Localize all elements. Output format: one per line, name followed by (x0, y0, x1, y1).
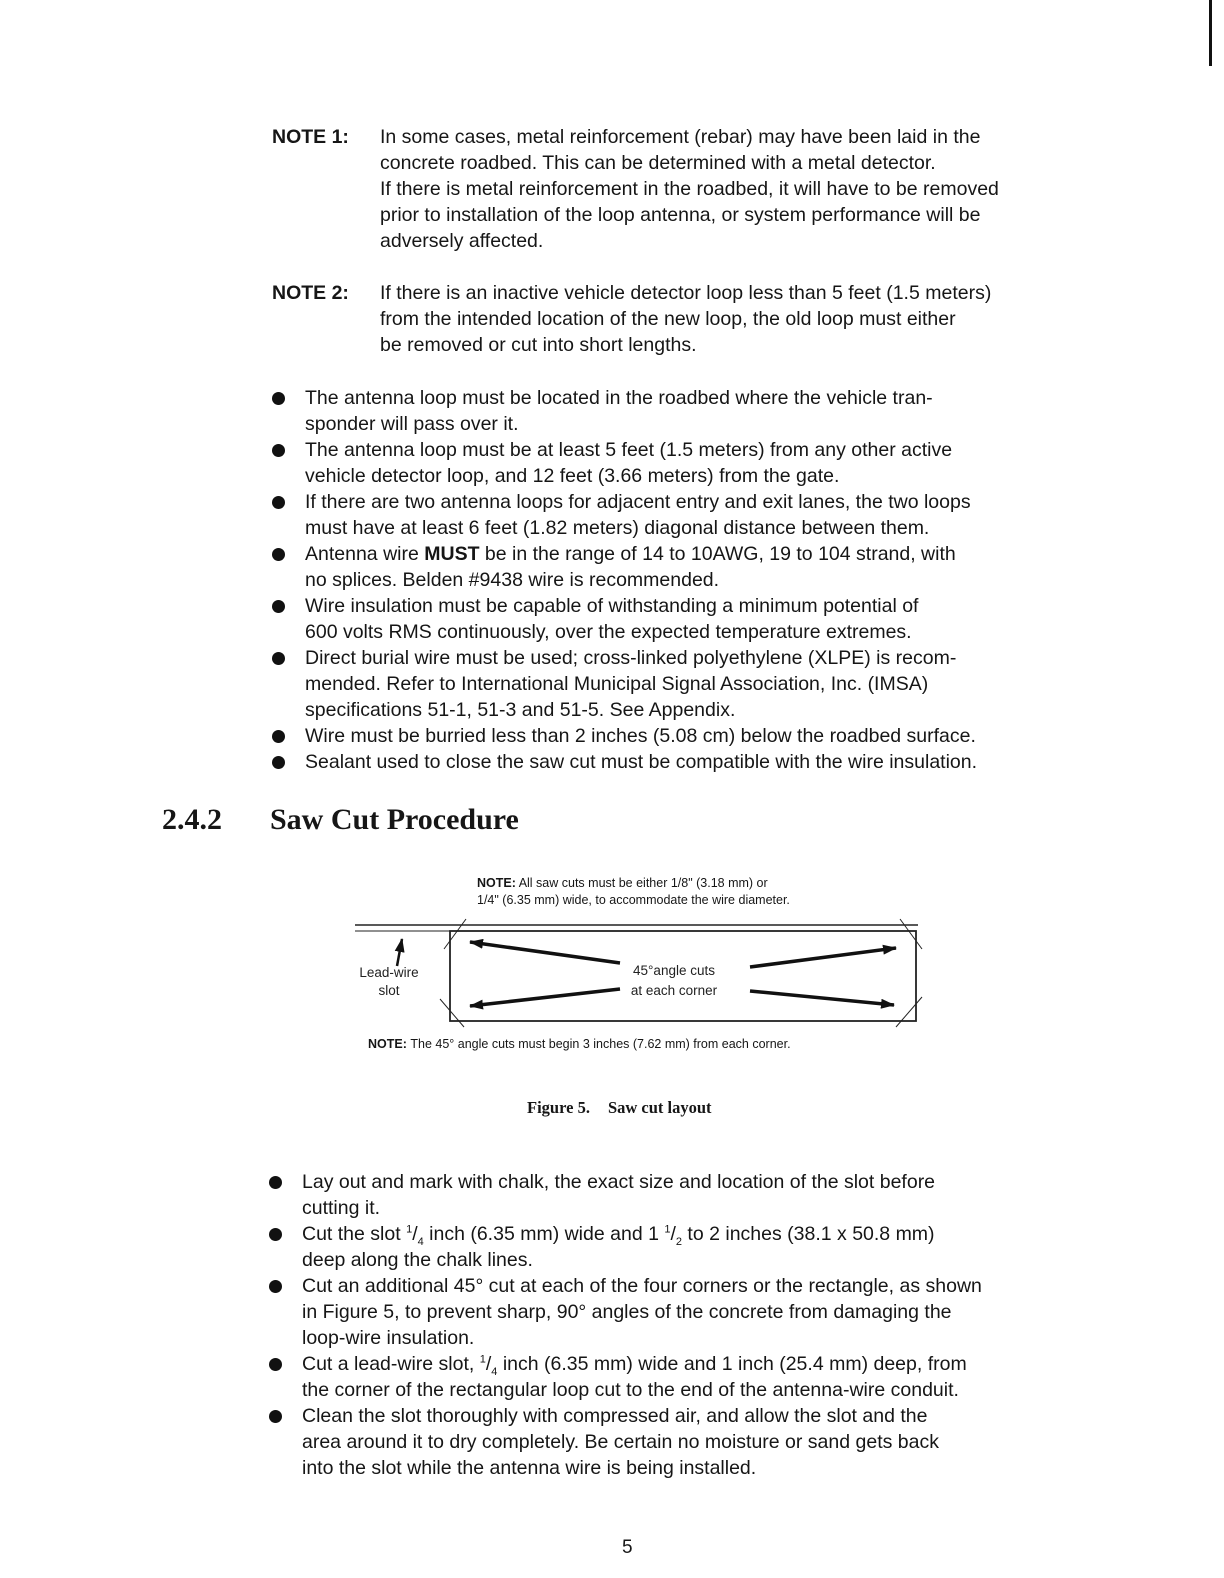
list-item (271, 489, 977, 541)
list-item-line: cutting it. (302, 1197, 381, 1219)
list-item-line: Wire must be burried less than 2 inches (5.08 cm) below the roadbed surface. (305, 725, 976, 747)
fraction-denominator: 4 (491, 1365, 498, 1378)
bullet-icon (272, 444, 285, 457)
list-item-line: The antenna loop must be at least 5 feet (1.5 meters) from any other active (305, 439, 953, 461)
list-item (268, 1351, 982, 1403)
list-item (271, 541, 977, 593)
note-2-line: be removed or cut into short lengths. (380, 334, 697, 356)
fraction-denominator: 4 (417, 1235, 424, 1248)
list-item-text: Cut a lead-wire slot, (302, 1353, 480, 1375)
list-item-line: deep along the chalk lines. (302, 1249, 533, 1271)
emphasis-text: MUST (424, 543, 480, 565)
list-item-line: into the slot while the antenna wire is being installed. (302, 1457, 757, 1479)
list-item-line: The antenna loop must be located in the roadbed where the vehicle tran- (305, 387, 933, 409)
list-item-line: specifications 51-1, 51-3 and 51-5. See Appendix. (305, 699, 736, 721)
note-2 (272, 280, 1072, 358)
bullet-icon (272, 392, 285, 405)
fraction-denominator: 2 (675, 1235, 683, 1248)
bullet-icon (272, 756, 285, 769)
figure-note-top-label: NOTE: (477, 876, 516, 890)
list-item-line: loop-wire insulation. (302, 1327, 475, 1349)
bullet-icon (269, 1358, 282, 1371)
list-item (271, 593, 977, 645)
list-item-line: sponder will pass over it. (305, 413, 519, 435)
angle-cuts-label: 45°angle cuts (633, 963, 715, 978)
list-item-line: Cut an additional 45° cut at each of the four corners or the rectangle, as shown (302, 1275, 982, 1297)
bullet-icon (272, 600, 285, 613)
fraction-numerator: 1 (479, 1353, 486, 1366)
corner-cut-bottom-left (440, 999, 464, 1027)
scan-edge-mark (1209, 0, 1212, 66)
note-1-line: adversely affected. (380, 230, 544, 252)
figure-note-top-line: 1/4" (6.35 mm) wide, to accommodate the wire diameter. (477, 893, 790, 907)
list-item-line: Direct burial wire must be used; cross-linked polyethylene (XLPE) is recom- (305, 647, 957, 669)
list-item-text: Antenna wire (305, 543, 425, 565)
lead-wire-label: slot (378, 983, 400, 998)
list-item (271, 385, 977, 437)
list-item-line: vehicle detector loop, and 12 feet (3.66 meters) from the gate. (305, 465, 840, 487)
bullet-icon (269, 1280, 282, 1293)
saw-cut-diagram (340, 915, 940, 1030)
note-1 (272, 124, 1072, 254)
list-item-text: inch (6.35 mm) wide and 1 inch (25.4 mm) deep, from (497, 1353, 967, 1375)
fraction-numerator: 1 (664, 1223, 671, 1236)
note-2-line: from the intended location of the new loop, the old loop must either (380, 308, 956, 330)
list-item-text: Cut the slot (302, 1223, 407, 1245)
note-1-line: In some cases, metal reinforcement (rebar) may have been laid in the (380, 126, 981, 148)
note-1-line: prior to installation of the loop antenna, or system performance will be (380, 204, 981, 226)
list-item (271, 645, 977, 723)
bullet-icon (272, 730, 285, 743)
list-item-line: Cut the slot $^1/_4$ inch (6.35 mm) wide and 1 $^1/_2$ to 2 inches (38.1 x 50.8 mm) (302, 1223, 935, 1248)
note-1-line: If there is metal reinforcement in the roadbed, it will have to be removed (380, 178, 999, 200)
arrow-to-top-right-corner (750, 948, 896, 967)
page-number: 5 (622, 1537, 633, 1558)
list-item (271, 749, 977, 775)
fraction-numerator: 1 (406, 1223, 413, 1236)
list-item-line: Lay out and mark with chalk, the exact size and location of the slot before (302, 1171, 936, 1193)
angle-cuts-label: at each corner (630, 983, 718, 998)
list-item (268, 1221, 982, 1273)
note-1-text (380, 124, 1072, 254)
figure-note-top-line: All saw cuts must be either 1/8" (3.18 mm) or (518, 876, 768, 890)
figure-note-bottom-label: NOTE: (368, 1037, 407, 1051)
note-2-label: NOTE 2: (272, 282, 349, 304)
list-item-line: mended. Refer to International Municipal Signal Association, Inc. (IMSA) (305, 673, 929, 695)
list-item-line: must have at least 6 feet (1.82 meters) diagonal distance between them. (305, 517, 930, 539)
bullet-icon (269, 1410, 282, 1423)
figure-caption (527, 1098, 712, 1118)
arrow-to-bottom-right-corner (750, 991, 894, 1005)
list-item-line: the corner of the rectangular loop cut to the end of the antenna-wire conduit. (302, 1379, 959, 1401)
arrow-to-top-left-corner (470, 942, 620, 963)
requirements-list (271, 385, 977, 775)
section-title: Saw Cut Procedure (270, 803, 519, 836)
figure-note-bottom-text: The 45° angle cuts must begin 3 inches (7.62 mm) from each corner. (410, 1037, 791, 1051)
list-item-line: Cut a lead-wire slot, $^1/_4$ inch (6.35 mm) wide and 1 inch (25.4 mm) deep, from (302, 1353, 967, 1378)
note-1-label: NOTE 1: (272, 126, 349, 148)
arrow-to-bottom-left-corner (470, 989, 620, 1006)
bullet-icon (272, 548, 285, 561)
bullet-icon (269, 1176, 282, 1189)
list-item (271, 723, 977, 749)
list-item-line: If there are two antenna loops for adjacent entry and exit lanes, the two loops (305, 491, 971, 513)
list-item (271, 437, 977, 489)
list-item-line: 600 volts RMS continuously, over the expected temperature extremes. (305, 621, 912, 643)
list-item-text: inch (6.35 mm) wide and 1 (423, 1223, 665, 1245)
list-item-line: area around it to dry completely. Be certain no moisture or sand gets back (302, 1431, 939, 1453)
list-item-line: Wire insulation must be capable of withstanding a minimum potential of (305, 595, 919, 617)
figure-note-bottom (368, 1037, 791, 1051)
bullet-icon (269, 1228, 282, 1241)
note-1-line: concrete roadbed. This can be determined with a metal detector. (380, 152, 936, 174)
list-item-line: in Figure 5, to prevent sharp, 90° angles of the concrete from damaging the (302, 1301, 952, 1323)
corner-cut-top-left (444, 919, 466, 949)
lead-wire-label: Lead-wire (359, 965, 419, 980)
corner-cut-bottom-right (896, 997, 922, 1027)
list-item-line: Sealant used to close the saw cut must be compatible with the wire insulation. (305, 751, 978, 773)
list-item-line (305, 541, 977, 567)
section-number: 2.4.2 (162, 803, 222, 836)
corner-cut-top-right (900, 919, 922, 949)
figure-caption-title: Saw cut layout (607, 1098, 712, 1117)
list-item-line: Clean the slot thoroughly with compressed air, and allow the slot and the (302, 1405, 928, 1427)
procedure-list (268, 1169, 982, 1481)
note-2-text (380, 280, 1072, 358)
list-item (268, 1403, 982, 1481)
list-item-text: be in the range of 14 to 10AWG, 19 to 104 strand, with (479, 543, 956, 565)
bullet-icon (272, 496, 285, 509)
list-item (268, 1169, 982, 1221)
figure-note-top (477, 875, 790, 909)
bullet-icon (272, 652, 285, 665)
list-item-line: no splices. Belden #9438 wire is recommended. (305, 569, 720, 591)
figure-caption-number: Figure 5. (527, 1098, 590, 1117)
note-2-line: If there is an inactive vehicle detector loop less than 5 feet (1.5 meters) (380, 282, 992, 304)
lead-wire-arrow (397, 939, 402, 966)
list-item (268, 1273, 982, 1351)
list-item-text: to 2 inches (38.1 x 50.8 mm) (682, 1223, 935, 1245)
